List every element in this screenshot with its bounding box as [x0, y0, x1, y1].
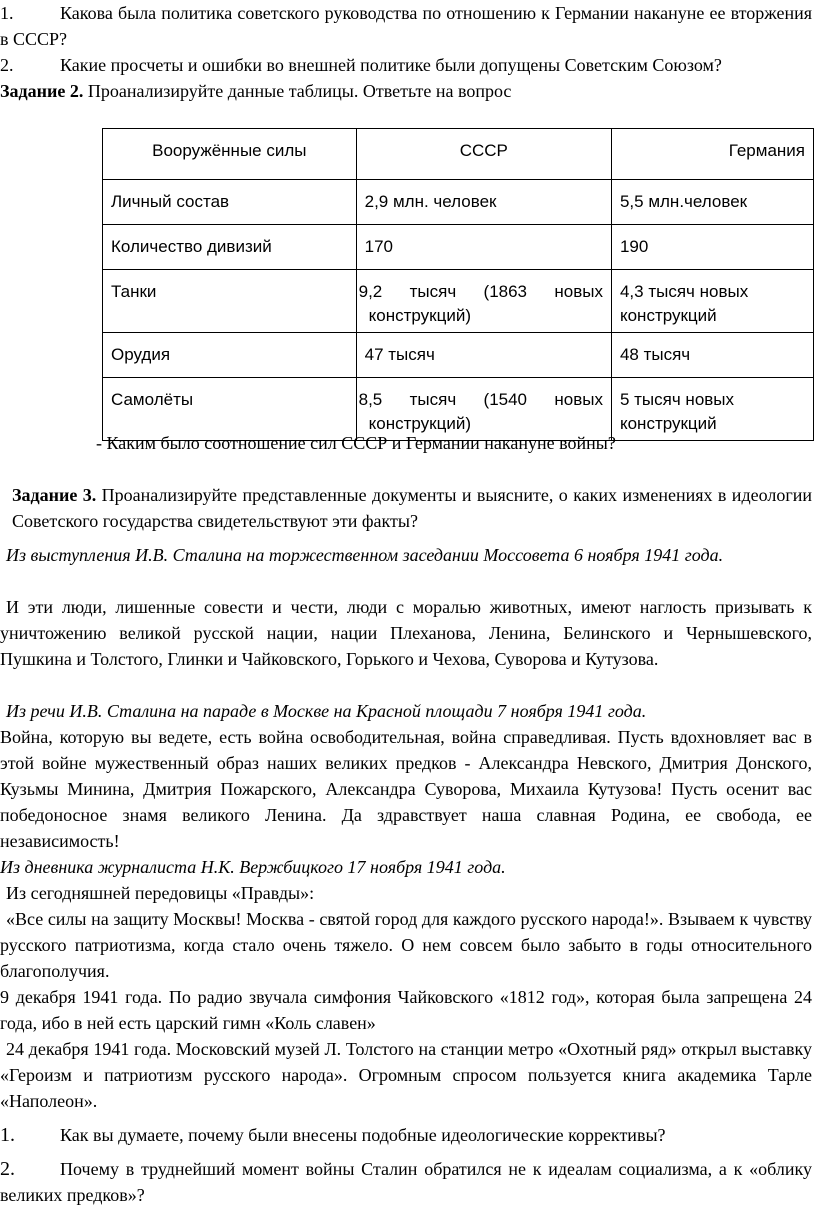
- table-cell-germany-line2: конструкций: [619, 306, 717, 325]
- diary-entry-2: «Все силы на защиту Москвы! Москва - святой город для каждого русского народа!». Взываем к чувству русского патриотизма, когда стало очень тяжело. О нем совсем было забыто в годы относительного благополучия.: [0, 909, 812, 981]
- task3-question-1: [0, 1122, 812, 1148]
- question-2-number: 2.: [0, 55, 14, 75]
- task3-heading: [12, 482, 812, 534]
- table-row: [103, 180, 814, 225]
- table-cell-ussr-line1: 2,9 млн. человек: [364, 192, 497, 211]
- task2-heading: [0, 78, 812, 104]
- table-cell-germany: [611, 225, 813, 270]
- question-1-text: Какова была политика советского руководства по отношению к Германии накануне ее вторжения в СССР?: [0, 3, 812, 49]
- table-row: [103, 270, 814, 333]
- quote-2: Война, которую вы ведете, есть война освободительная, война справедливая. Пусть вдохновляет вас в этой войне мужественный образ наших великих предков - Александра Невского, Дмитрия Донского, Кузьмы Минина, Дмитрия Пожарского, Александра Суворова, Михаила Кутузова! Пусть осенит вас победоносное знамя великого Ленина. Да здравствует наша славная Родина, ее свобода, ее независимость!: [0, 727, 812, 851]
- diary-entry-1: Из сегодняшней передовицы «Правды»:: [6, 883, 315, 903]
- question-2: [0, 52, 812, 78]
- table-cell-name: Количество дивизий: [103, 225, 357, 270]
- source-3-text: Из дневника журналиста Н.К. Вержбицкого 17 ноября 1941 года.: [0, 857, 506, 877]
- table-cell-germany: [611, 333, 813, 378]
- table-cell-germany-line1: 5,5 млн.человек: [619, 192, 748, 211]
- table-cell-ussr-line1: 8,5 тысяч (1540 новых: [358, 390, 603, 409]
- table-header-cell: Вооружённые силы: [103, 129, 357, 180]
- table-cell-ussr-line1: 47 тысяч: [364, 345, 435, 364]
- table-cell-name: Танки: [103, 270, 357, 333]
- table-cell-ussr-line2: конструкций): [368, 306, 471, 325]
- table-cell-name: Самолёты: [103, 378, 357, 441]
- table-cell-name: Личный состав: [103, 180, 357, 225]
- question-2-text: Какие просчеты и ошибки во внешней политике были допущены Советским Союзом?: [60, 55, 722, 75]
- source-1: [6, 542, 796, 568]
- table-cell-germany: [611, 180, 813, 225]
- task2-question: - Каким было соотношение сил СССР и Германии накануне войны?: [96, 433, 616, 453]
- table-header-row: [103, 129, 814, 180]
- table-cell-germany-line1: 5 тысяч новых: [619, 390, 735, 409]
- question-1-number: 1.: [0, 3, 14, 23]
- source-1-text: Из выступления И.В. Сталина на торжественном заседании Моссовета 6 ноября 1941 года.: [6, 545, 724, 565]
- table-cell-ussr-line1: 9,2 тысяч (1863 новых: [358, 282, 603, 301]
- table-header-cell: СССР: [356, 129, 611, 180]
- table-cell-ussr: [356, 180, 611, 225]
- table-cell-germany-line1: 4,3 тысяч новых: [619, 282, 749, 301]
- task2-label: Задание 2.: [0, 81, 84, 101]
- table-row: [103, 333, 814, 378]
- task3-text: Проанализируйте представленные документы и выясните, о каких изменениях в идеологии Советского государства свидетельствуют эти факты?: [12, 485, 812, 531]
- source-2: [6, 698, 796, 724]
- source-2-text: Из речи И.В. Сталина на параде в Москве на Красной площади 7 ноября 1941 года.: [6, 701, 647, 721]
- task3-question-2: [0, 1156, 812, 1208]
- question-1: [0, 0, 812, 52]
- source-3: [0, 854, 812, 880]
- forces-table: [102, 128, 814, 441]
- table-cell-name: Орудия: [103, 333, 357, 378]
- table-row: [103, 225, 814, 270]
- task2-text: Проанализируйте данные таблицы. Ответьте на вопрос: [83, 81, 512, 101]
- table-header-cell: Германия: [611, 129, 813, 180]
- table-cell-germany-line2: конструкций: [619, 414, 717, 433]
- table-cell-ussr: [356, 225, 611, 270]
- task3-label: Задание 3.: [12, 485, 97, 505]
- table-cell-ussr-line2: конструкций): [368, 414, 471, 433]
- task3-question-2-number: 2.: [0, 1158, 15, 1180]
- task3-question-1-number: 1.: [0, 1124, 15, 1146]
- table-cell-ussr: [356, 333, 611, 378]
- table-cell-germany-line1: 190: [619, 237, 649, 256]
- task3-question-1-text: Как вы думаете, почему были внесены подобные идеологические коррективы?: [60, 1125, 666, 1145]
- diary-entry-3: 9 декабря 1941 года. По радио звучала симфония Чайковского «1812 год», которая была запрещена 24 года, ибо в ней есть царский гимн «Коль славен»: [0, 987, 812, 1033]
- table-cell-germany: [611, 270, 813, 333]
- diary-entry-4: 24 декабря 1941 года. Московский музей Л. Толстого на станции метро «Охотный ряд» открыл выставку «Героизм и патриотизм русского народа». Огромным спросом пользуется книга академика Тарле «Наполеон».: [0, 1039, 812, 1111]
- quote-1: И эти люди, лишенные совести и чести, люди с моралью животных, имеют наглость призывать к уничтожению великой русской нации, нации Плеханова, Ленина, Белинского и Чернышевского, Пушкина и Толстого, Глинки и Чайковского, Горького и Чехова, Суворова и Кутузова.: [0, 597, 812, 669]
- table-cell-germany-line1: 48 тысяч: [619, 345, 691, 364]
- table-cell-ussr: [356, 270, 611, 333]
- task3-question-2-text: Почему в труднейший момент войны Сталин обратился не к идеалам социализма, а к «облику великих предков»?: [0, 1159, 812, 1205]
- table-cell-ussr-line1: 170: [364, 237, 393, 256]
